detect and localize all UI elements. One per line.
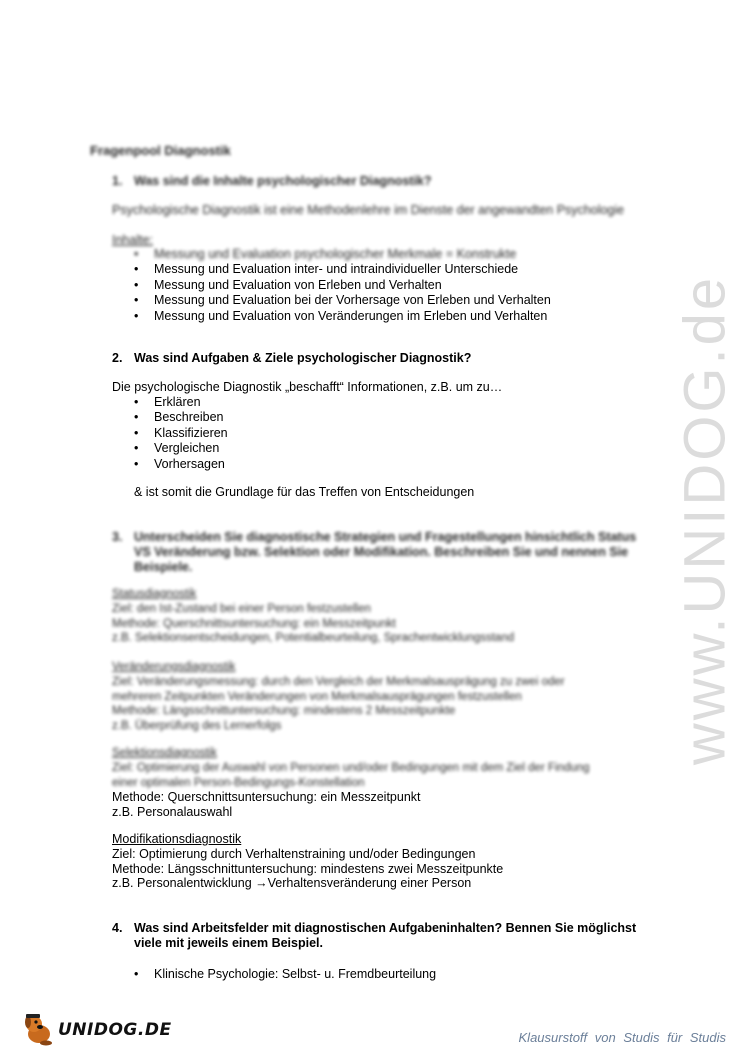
list-item: • Messung und Evaluation psychologischer Merkmale = Konstrukte (112, 247, 551, 262)
section-line: z.B. Personalauswahl (112, 805, 233, 820)
q2-conclusion: & ist somit die Grundlage für das Treffen von Entscheidungen (134, 485, 475, 499)
section-line: Ziel: Optimierung der Auswahl von Personen und/oder Bedingungen mit dem Ziel der Findung (112, 761, 590, 774)
watermark: www.UNIDOG.de (672, 274, 738, 766)
q1-heading: Was sind die Inhalte psychologischer Diagnostik? (134, 174, 432, 188)
section-line: Ziel: Veränderungsmessung: durch den Vergleich der Merkmalsausprägung zu zwei oder (112, 675, 565, 688)
section-title: Selektionsdiagnostik (112, 747, 217, 759)
section-line: Methode: Querschnittsuntersuchung: ein Messzeitpunkt (112, 790, 421, 805)
q3-heading-line: VS Veränderung bzw. Selektion oder Modifikation. Beschreiben Sie und nennen Sie (134, 545, 629, 559)
section-title: Statusdiagnostik (112, 588, 197, 600)
q4-list (112, 967, 436, 982)
section-line: Methode: Längsschnittuntersuchung: mindestens zwei Messzeitpunkte (112, 861, 504, 876)
section-line: z.B. Personalentwicklung →Verhaltensveränderung einer Person (112, 876, 472, 891)
logo-text: UNIDOG.DE (58, 1020, 172, 1040)
section-line: mehreren Zeitpunkten Veränderungen von Merkmalsausprägungen festzustellen (112, 690, 522, 703)
status-section (112, 587, 514, 646)
list-item: • Erklären (112, 395, 228, 410)
change-section (112, 660, 565, 734)
list-item: • Beschreiben (112, 410, 228, 425)
section-line: Methode: Längsschnittuntersuchung: mindestens 2 Messzeitpunkte (112, 705, 456, 718)
section-line: Ziel: den Ist-Zustand bei einer Person festzustellen (112, 602, 371, 615)
q1-number: 1. (112, 174, 123, 188)
q4-heading-line: Was sind Arbeitsfelder mit diagnostischen Aufgabeninhalten? Bennen Sie möglichst (134, 921, 637, 935)
q4-number: 4. (112, 921, 123, 935)
q1-label: Inhalte: (112, 233, 154, 247)
list-item: • Messung und Evaluation von Erleben und Verhalten (112, 278, 551, 293)
selection-section (112, 746, 590, 820)
q3-number: 3. (112, 530, 123, 544)
q2-number: 2. (112, 351, 123, 365)
section-title: Veränderungsdiagnostik (112, 661, 236, 673)
q1-intro: Psychologische Diagnostik ist eine Methodenlehre im Dienste der angewandten Psychologie (112, 203, 625, 217)
document-title: Fragenpool Diagnostik (90, 143, 231, 158)
list-item: • Messung und Evaluation von Veränderungen im Erleben und Verhalten (112, 309, 551, 324)
modification-section (112, 832, 503, 891)
list-item: • Messung und Evaluation bei der Vorhersage von Erleben und Verhalten (112, 293, 551, 308)
list-item: • Klassifizieren (112, 426, 228, 441)
section-line: einer optimalen Person-Bedingungs-Konstellation (112, 776, 365, 789)
section-title: Modifikationsdiagnostik (112, 832, 242, 846)
q3-heading-line: Beispiele. (134, 560, 193, 574)
unidog-logo[interactable] (22, 1012, 172, 1048)
section-line: Methode: Querschnittsuntersuchung: ein Messzeitpunkt (112, 617, 396, 630)
dog-mascot-icon (22, 1012, 54, 1049)
q1-list (112, 247, 551, 324)
q2-heading: Was sind Aufgaben & Ziele psychologischer Diagnostik? (134, 351, 472, 365)
section-line: Ziel: Optimierung durch Verhaltenstraining und/oder Bedingungen (112, 846, 476, 861)
q2-list (112, 395, 228, 472)
list-item: • Klinische Psychologie: Selbst- u. Fremdbeurteilung (112, 967, 436, 982)
q4-heading-line: viele mit jeweils einem Beispiel. (134, 936, 323, 950)
q4-heading (134, 921, 636, 951)
section-line: z.B. Überprüfung des Lernerfolgs (112, 720, 282, 733)
footer-tagline: Klausurstoff von Studis für Studis (518, 1030, 726, 1045)
list-item: • Messung und Evaluation inter- und intraindividueller Unterschiede (112, 262, 551, 277)
section-line: z.B. Selektionsentscheidungen, Potentialbeurteilung, Sprachentwicklungsstand (112, 632, 515, 645)
q3-heading (134, 530, 636, 575)
q2-intro: Die psychologische Diagnostik „beschafft“ Informationen, z.B. um zu… (112, 380, 503, 394)
list-item: • Vergleichen (112, 441, 228, 456)
q3-heading-line: Unterscheiden Sie diagnostische Strategien und Fragestellungen hinsichtlich Status (134, 530, 637, 544)
list-item: • Vorhersagen (112, 457, 228, 472)
